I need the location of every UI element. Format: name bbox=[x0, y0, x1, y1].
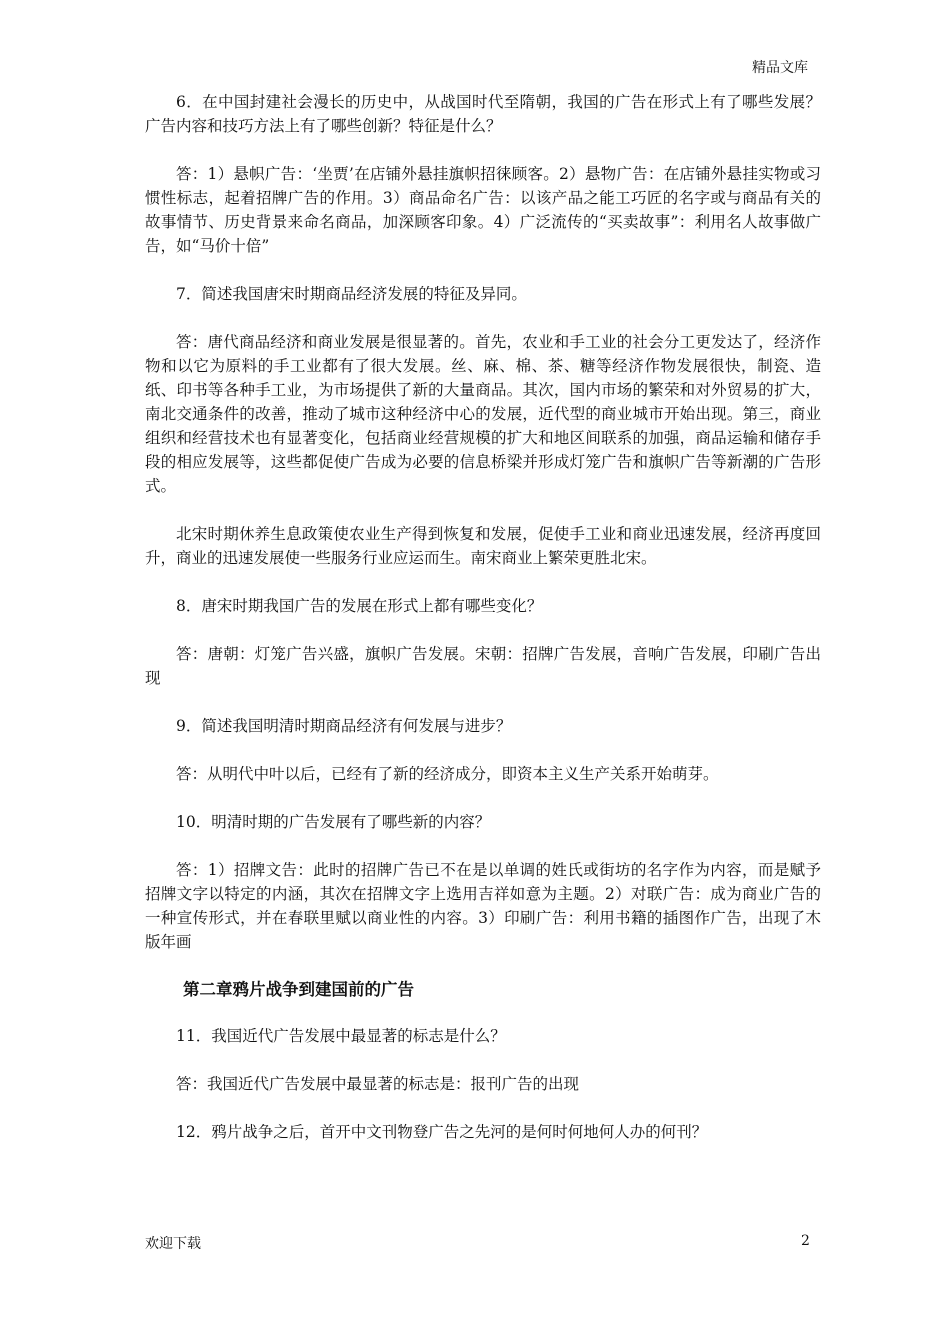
header-library-name: 精品文库 bbox=[752, 60, 808, 76]
answer-8: 答：唐朝：灯笼广告兴盛，旗帜广告发展。宋朝：招牌广告发展，音响广告发展，印刷广告出现 bbox=[145, 645, 821, 687]
question-7: 7．简述我国唐宋时期商品经济发展的特征及异同。 bbox=[176, 285, 527, 303]
question-10: 10．明清时期的广告发展有了哪些新的内容？ bbox=[176, 813, 491, 831]
question-9: 9．简述我国明清时期商品经济有何发展与进步？ bbox=[176, 717, 512, 735]
chapter-heading: 第二章鸦片战争到建国前的广告 bbox=[183, 980, 414, 999]
answer-10: 答：1）招牌文告：此时的招牌广告已不在是以单调的姓氏或街坊的名字作为内容，而是赋予招牌文字以特定的内涵，其次在招牌文字上选用吉祥如意为主题。2）对联广告：成为商业广告的一种宣传形式，并在春联里赋以商业性的内容。3）印刷广告：利用书籍的插图作广告，出现了木版年画 bbox=[145, 861, 821, 951]
footer-download-text: 欢迎下载 bbox=[145, 1236, 201, 1252]
question-8: 8．唐宋时期我国广告的发展在形式上都有哪些变化？ bbox=[176, 597, 543, 615]
answer-7-tang: 答：唐代商品经济和商业发展是很显著的。首先，农业和手工业的社会分工更发达了，经济作物和以它为原料的手工业都有了很大发展。丝、麻、棉、茶、糖等经济作物发展很快，制瓷、造纸、印书等各种手工业，为市场提供了新的大量商品。其次，国内市场的繁荣和对外贸易的扩大，南北交通条件的改善，推动了城市这种经济中心的发展，近代型的商业城市开始出现。第三，商业组织和经营技术也有显著变化，包括商业经营规模的扩大和地区间联系的加强，商品运输和储存手段的相应发展等，这些都促使广告成为必要的信息桥梁并形成灯笼广告和旗帜广告等新潮的广告形式。 bbox=[145, 333, 821, 495]
document-body bbox=[145, 90, 821, 1144]
question-12: 12．鸦片战争之后，首开中文刊物登广告之先河的是何时何地何人办的何刊？ bbox=[176, 1123, 708, 1141]
answer-9: 答：从明代中叶以后，已经有了新的经济成分，即资本主义生产关系开始萌芽。 bbox=[176, 765, 719, 783]
answer-11: 答：我国近代广告发展中最显著的标志是：报刊广告的出现 bbox=[176, 1075, 580, 1093]
page-number: 2 bbox=[801, 1233, 810, 1249]
question-11: 11．我国近代广告发展中最显著的标志是什么？ bbox=[176, 1027, 506, 1045]
question-6: 6．在中国封建社会漫长的历史中，从战国时代至隋朝，我国的广告在形式上有了哪些发展？广告内容和技巧方法上有了哪些创新？特征是什么？ bbox=[145, 93, 821, 135]
answer-7-song: 北宋时期休养生息政策使农业生产得到恢复和发展，促使手工业和商业迅速发展，经济再度回升，商业的迅速发展使一些服务行业应运而生。南宋商业上繁荣更胜北宋。 bbox=[145, 525, 821, 567]
answer-6: 答：1）悬帜广告：‘坐贾’在店铺外悬挂旗帜招徕顾客。2）悬物广告：在店铺外悬挂实物或习惯性标志，起着招牌广告的作用。3）商品命名广告：以该产品之能工巧匠的名字或与商品有关的故事情节、历史背景来命名商品，加深顾客印象。4）广泛流传的“买卖故事”：利用名人故事做广告，如“马价十倍” bbox=[145, 165, 821, 255]
